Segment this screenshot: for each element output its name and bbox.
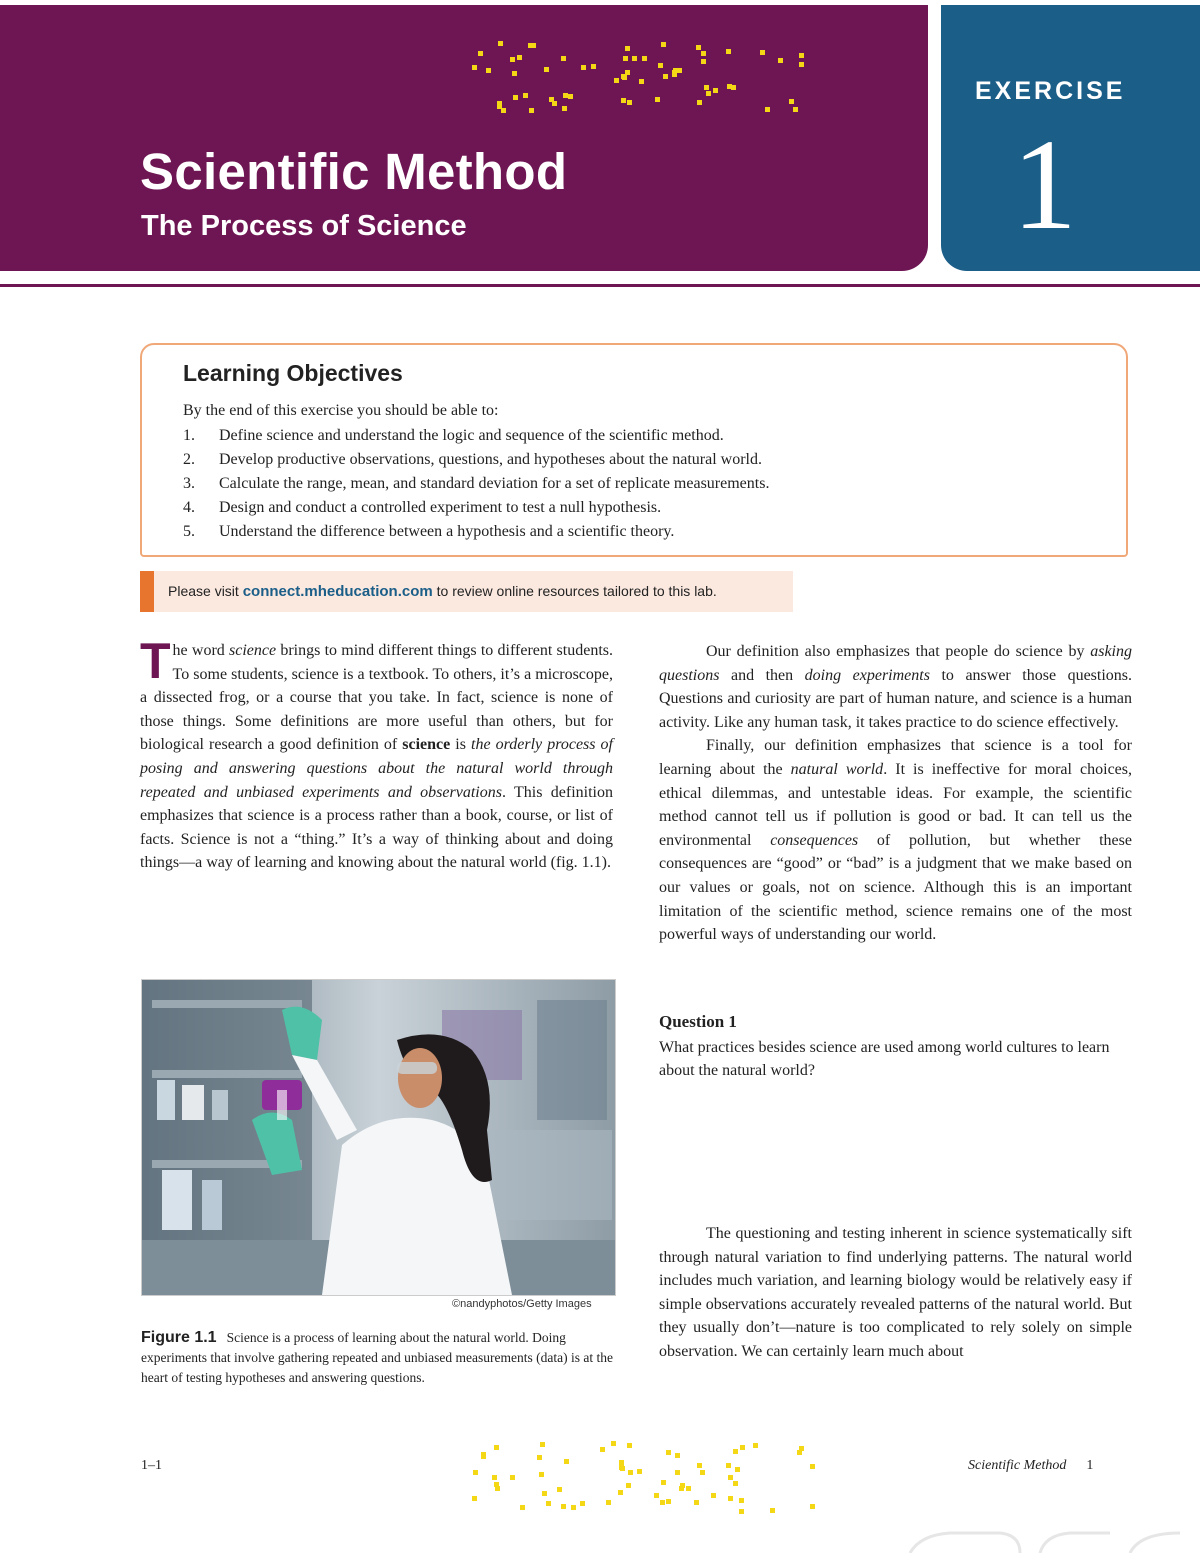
- decorative-dot: [696, 45, 701, 50]
- decorative-dot: [564, 1459, 569, 1464]
- decorative-dot: [549, 97, 554, 102]
- decorative-dot: [697, 100, 702, 105]
- exercise-number: 1: [1012, 113, 1077, 257]
- decorative-dot: [523, 93, 528, 98]
- decorative-dot: [770, 1508, 775, 1513]
- decorative-dot: [520, 1505, 525, 1510]
- paragraph: The questioning and testing inherent in science systematically sift through natural variation to find underlying patterns. The natural world includes much variation, and learning biology would be relatively easy if simple observations accurately revealed patterns of the natural world. But they usually don’t—nature is too complicated to rely solely on simple observation. We can certainly learn much about: [659, 1225, 1132, 1360]
- paragraph: Our definition also emphasizes that people do science by asking questions and then doing experiments to answer those questions. Questions and curiosity are part of human nature, and science is a human activity. Like any human task, it takes practice to do science effectively.: [659, 643, 1133, 731]
- decorative-dot: [472, 65, 477, 70]
- decorative-dot: [658, 63, 663, 68]
- decorative-dot: [810, 1504, 815, 1509]
- decorative-dot: [666, 1499, 671, 1504]
- decorative-dot: [619, 1465, 624, 1470]
- figure-caption: Figure 1.1 Science is a process of learning about the natural world. Doing experiments that involve gathering repeated and unbiased measurements (data) is at the heart of testing hypotheses and answering questions.: [141, 1329, 613, 1385]
- decorative-dot: [735, 1467, 740, 1472]
- decorative-dot: [478, 51, 483, 56]
- exercise-label: EXERCISE: [975, 77, 1126, 105]
- footer-page-number: 1: [1086, 1458, 1094, 1473]
- decorative-dot: [627, 1443, 632, 1448]
- decorative-dot: [778, 58, 783, 63]
- decorative-dot: [618, 1490, 623, 1495]
- decorative-dot: [510, 1475, 515, 1480]
- decorative-dot: [529, 108, 534, 113]
- decorative-dot: [660, 1500, 665, 1505]
- decorative-dot: [661, 42, 666, 47]
- decorative-dot: [654, 1493, 659, 1498]
- decorative-dot: [528, 43, 533, 48]
- decorative-dot: [789, 99, 794, 104]
- lab-scientist-image: [142, 980, 615, 1295]
- page-title: Scientific Method: [140, 143, 568, 200]
- page-subtitle: The Process of Science: [141, 210, 467, 242]
- decorative-dot: [481, 1454, 486, 1459]
- resources-text: Please visit connect.mheducation.com to review online resources tailored to this lab.: [168, 583, 717, 600]
- resources-link[interactable]: connect.mheducation.com: [242, 583, 433, 600]
- decorative-dot: [517, 55, 522, 60]
- decorative-dot: [623, 56, 628, 61]
- decorative-dot: [733, 1481, 738, 1486]
- decorative-dot: [637, 1469, 642, 1474]
- decorative-dot: [542, 1491, 547, 1496]
- objectives-intro: By the end of this exercise you should be able to:: [183, 402, 499, 419]
- objectives-list: [183, 425, 769, 545]
- objective-item: 4. Design and conduct a controlled experiment to test a null hypothesis.: [183, 499, 662, 516]
- decorative-dot: [639, 79, 644, 84]
- decorative-dot: [655, 97, 660, 102]
- right-column-bottom: [659, 1222, 1132, 1364]
- footer-running-title: Scientific Method 1: [968, 1458, 1094, 1473]
- objectives-heading: Learning Objectives: [183, 360, 403, 386]
- figure-photo: [141, 979, 616, 1296]
- decorative-dot: [627, 100, 632, 105]
- decorative-dot: [733, 1449, 738, 1454]
- intro-paragraph: The word science brings to mind different things to different students. To some students, science is a textbook. To others, it’s a microscope, a dissected frog, or a course that you take. In fact, science is none of those things. Some definitions are more useful than others, but for biological research a good definition of science is the orderly process of posing and answering questions about the natural world through repeated and unbiased experiments and observations. This definition emphasizes that science is a process rather than a book, course, or list of facts. Science is not a “thing.” It’s a way of thinking about and doing things—a way of learning and knowing about the natural world (fig. 1.1).: [140, 633, 614, 872]
- decorative-dot: [753, 1443, 758, 1448]
- decorative-dot: [611, 1441, 616, 1446]
- decorative-dot: [679, 1486, 684, 1491]
- paragraph: Finally, our definition emphasizes that science is a tool for learning about the natural world. It is ineffective for moral choices, ethical dilemmas, and untestable ideas. For example, the scientific method cannot tell us if pollution is good or bad. It can tell us the environmental consequences of pollution, but whether these consequences are “good” or “bad” is a judgment that we make based on our values or goals, not on science. Although this is an important limitation of the scientific method, science remains one of the most powerful ways of understanding our world.: [659, 737, 1132, 944]
- callout-accent-bar: [140, 571, 154, 612]
- decorative-dot: [510, 57, 515, 62]
- decorative-dots-top: [470, 40, 820, 115]
- decorative-dot: [799, 53, 804, 58]
- decorative-dot: [472, 1496, 477, 1501]
- decorative-dot: [704, 85, 709, 90]
- objective-item: 2. Develop productive observations, questions, and hypotheses about the natural world.: [183, 451, 762, 468]
- decorative-dot: [797, 1450, 802, 1455]
- decorative-dot: [600, 1447, 605, 1452]
- decorative-dot: [473, 1470, 478, 1475]
- decorative-dot: [544, 67, 549, 72]
- decorative-dot: [810, 1464, 815, 1469]
- decorative-dot: [591, 64, 596, 69]
- decorative-dot: [700, 1470, 705, 1475]
- question-heading: Question 1: [659, 1012, 737, 1031]
- decorative-dot: [632, 56, 637, 61]
- decorative-dot: [628, 1470, 633, 1475]
- decorative-dot: [512, 71, 517, 76]
- decorative-dot: [701, 59, 706, 64]
- left-column: [140, 633, 614, 875]
- decorative-dot: [540, 1442, 545, 1447]
- decorative-dot: [726, 49, 731, 54]
- decorative-dot: [581, 65, 586, 70]
- decorative-dot: [537, 1455, 542, 1460]
- decorative-dot: [672, 72, 677, 77]
- decorative-dot: [625, 46, 630, 51]
- decorative-dot: [495, 1486, 500, 1491]
- decorative-dot: [706, 91, 711, 96]
- decorative-dot: [740, 1445, 745, 1450]
- decorative-dot: [486, 68, 491, 73]
- decorative-dot: [513, 95, 518, 100]
- decorative-dot: [739, 1498, 744, 1503]
- decorative-dot: [799, 62, 804, 67]
- decorative-dot: [580, 1501, 585, 1506]
- decorative-dot: [626, 1483, 631, 1488]
- decorative-dot: [728, 1475, 733, 1480]
- decorative-dot: [539, 1472, 544, 1477]
- decorative-dot: [498, 41, 503, 46]
- decorative-dot: [614, 78, 619, 83]
- decorative-dot: [494, 1445, 499, 1450]
- right-column-top: [659, 640, 1132, 947]
- resources-callout: [140, 571, 793, 612]
- header-rule: [0, 284, 1200, 287]
- decorative-dot: [760, 50, 765, 55]
- drop-cap: T: [140, 633, 171, 689]
- decorative-dot: [661, 1480, 666, 1485]
- decorative-dot: [739, 1509, 744, 1514]
- corner-watermark: [880, 1530, 1200, 1553]
- decorative-dot: [663, 74, 668, 79]
- objective-item: 3. Calculate the range, mean, and standard deviation for a set of replicate measurements.: [183, 475, 770, 492]
- decorative-dot: [726, 1463, 731, 1468]
- decorative-dot: [568, 94, 573, 99]
- figure-label: Figure 1.1: [141, 1329, 217, 1346]
- decorative-dots-bottom: [470, 1440, 820, 1515]
- decorative-dot: [677, 68, 682, 73]
- objective-item: 1. Define science and understand the logic and sequence of the scientific method.: [183, 427, 724, 444]
- decorative-dot: [501, 108, 506, 113]
- decorative-dot: [765, 107, 770, 112]
- photo-credit: ©nandyphotos/Getty Images: [452, 1298, 592, 1310]
- key-term: science: [402, 736, 451, 754]
- decorative-dot: [694, 1500, 699, 1505]
- decorative-dot: [561, 1504, 566, 1509]
- decorative-dot: [625, 70, 630, 75]
- decorative-dot: [697, 1463, 702, 1468]
- decorative-dot: [675, 1470, 680, 1475]
- decorative-dot: [686, 1486, 691, 1491]
- decorative-dot: [562, 106, 567, 111]
- decorative-dot: [701, 51, 706, 56]
- question-text: What practices besides science are used among world cultures to learn about the natural world?: [659, 1039, 1110, 1079]
- footer-page-code: 1–1: [141, 1458, 162, 1473]
- decorative-dot: [666, 1450, 671, 1455]
- decorative-dot: [606, 1500, 611, 1505]
- decorative-dot: [561, 56, 566, 61]
- decorative-dot: [727, 84, 732, 89]
- decorative-dot: [711, 1493, 716, 1498]
- decorative-dot: [571, 1505, 576, 1510]
- decorative-dot: [492, 1475, 497, 1480]
- decorative-dot: [557, 1487, 562, 1492]
- decorative-dot: [728, 1496, 733, 1501]
- decorative-dot: [563, 93, 568, 98]
- decorative-dot: [713, 88, 718, 93]
- decorative-dot: [546, 1501, 551, 1506]
- decorative-dot: [675, 1453, 680, 1458]
- objective-item: 5. Understand the difference between a hypothesis and a scientific theory.: [183, 523, 675, 540]
- decorative-dot: [642, 56, 647, 61]
- definition-text: the orderly process of posing and answering questions about the natural world through repeated and unbiased experiments and observations: [140, 736, 614, 801]
- decorative-dot: [621, 98, 626, 103]
- decorative-dot: [793, 107, 798, 112]
